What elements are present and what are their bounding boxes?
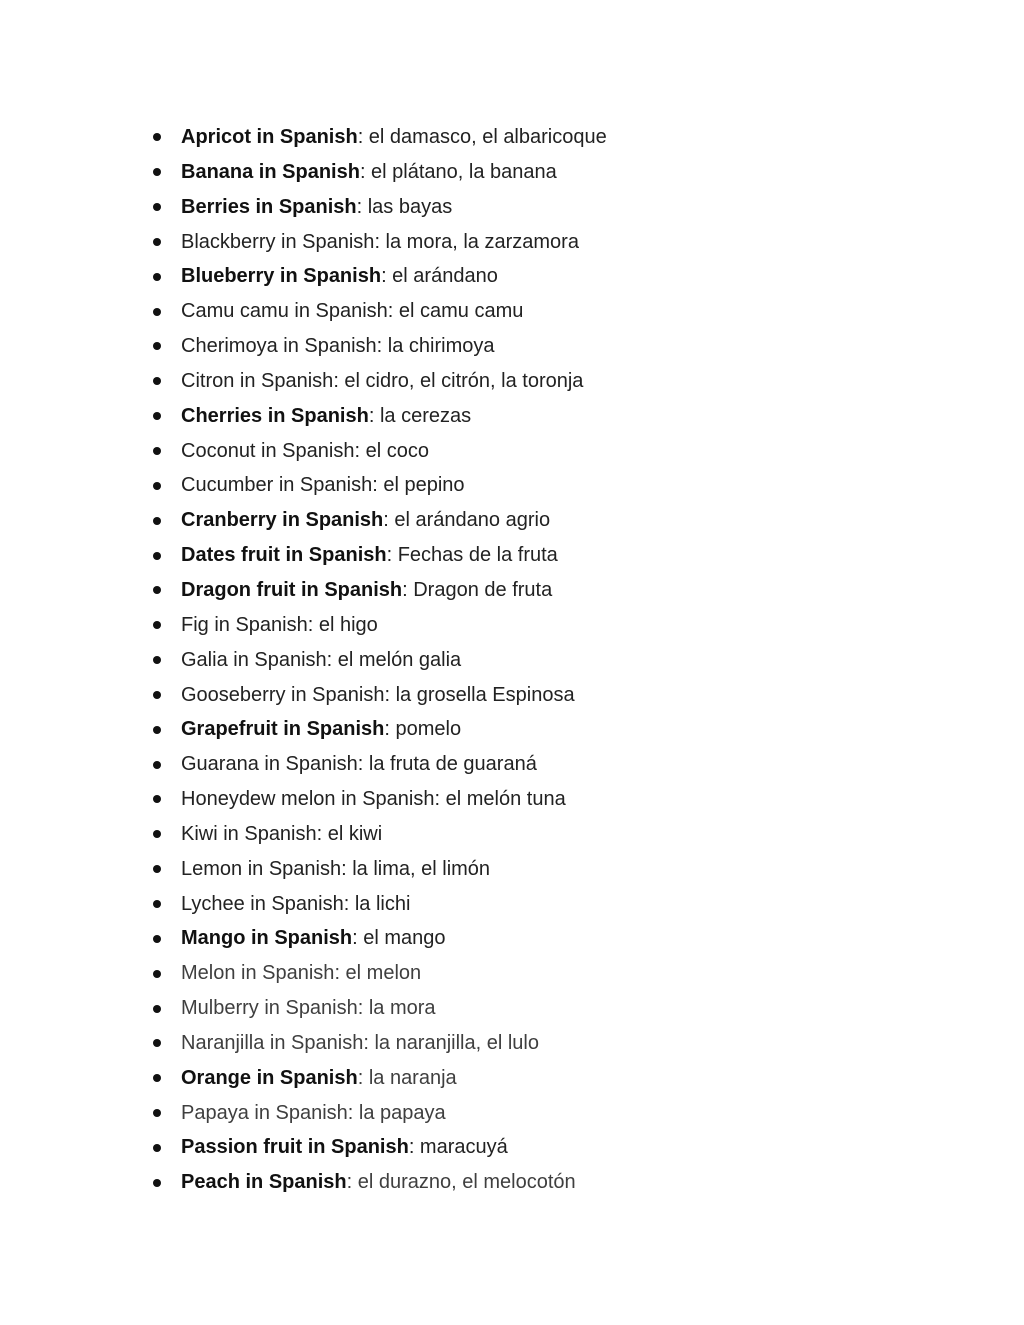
list-item	[150, 678, 910, 713]
spanish-translation: : la lichi	[343, 892, 411, 915]
spanish-translation: : el cidro, el citrón, la toronja	[333, 369, 584, 392]
bullet-icon	[153, 447, 161, 455]
fruit-term: Gooseberry in Spanish	[181, 683, 385, 706]
bullet-icon	[153, 133, 161, 141]
fruit-term: Peach in Spanish	[181, 1171, 347, 1194]
list-item	[150, 991, 910, 1026]
spanish-translation: : el plátano, la banana	[359, 160, 557, 183]
fruit-term: Passion fruit in Spanish	[181, 1136, 409, 1159]
bullet-icon	[153, 865, 161, 873]
spanish-translation: : la grosella Espinosa	[384, 683, 575, 706]
bullet-icon	[153, 726, 161, 734]
list-item	[150, 538, 910, 573]
spanish-translation: : el coco	[354, 439, 429, 462]
fruit-term: Mango in Spanish	[181, 927, 353, 950]
list-item	[150, 120, 910, 155]
fruit-term: Coconut in Spanish	[181, 439, 355, 462]
bullet-icon	[153, 168, 161, 176]
list-item	[150, 364, 910, 399]
fruit-term: Citron in Spanish	[181, 369, 334, 392]
list-item	[150, 468, 910, 503]
bullet-icon	[153, 1005, 161, 1013]
list-item	[150, 712, 910, 747]
bullet-icon	[153, 656, 161, 664]
spanish-translation: : la lima, el limón	[341, 857, 491, 880]
list-item	[150, 399, 910, 434]
bullet-icon	[153, 970, 161, 978]
bullet-icon	[153, 1144, 161, 1152]
bullet-icon	[153, 412, 161, 420]
bullet-icon	[153, 552, 161, 560]
list-item	[150, 225, 910, 260]
list-item	[150, 1165, 910, 1200]
spanish-translation: : las bayas	[356, 195, 453, 218]
spanish-translation: : Fechas de la fruta	[386, 544, 558, 567]
fruit-term: Cherimoya in Spanish	[181, 335, 377, 358]
list-item	[150, 782, 910, 817]
fruit-term: Lychee in Spanish	[181, 892, 344, 915]
spanish-translation: : el melón galia	[326, 648, 462, 671]
spanish-translation: : el melon	[334, 962, 422, 985]
fruit-term: Berries in Spanish	[181, 195, 357, 218]
spanish-translation: : el arándano	[381, 265, 498, 288]
bullet-icon	[153, 1109, 161, 1117]
fruit-translation-list	[150, 120, 910, 1200]
fruit-term: Apricot in Spanish	[181, 126, 358, 148]
spanish-translation: : maracuyá	[408, 1136, 508, 1159]
bullet-icon	[153, 482, 161, 490]
bullet-icon	[153, 1039, 161, 1047]
fruit-term: Fig in Spanish	[181, 613, 308, 636]
bullet-icon	[153, 761, 161, 769]
bullet-icon	[153, 517, 161, 525]
spanish-translation: : el camu camu	[387, 300, 524, 323]
fruit-term: Cranberry in Spanish	[181, 509, 384, 532]
bullet-icon	[153, 1179, 161, 1187]
fruit-term: Honeydew melon in Spanish	[181, 788, 435, 811]
fruit-term: Orange in Spanish	[181, 1066, 358, 1089]
list-item	[150, 956, 910, 991]
fruit-term: Kiwi in Spanish	[181, 822, 317, 845]
fruit-term: Banana in Spanish	[181, 160, 360, 183]
spanish-translation: : la papaya	[347, 1101, 446, 1124]
fruit-term: Naranjilla in Spanish	[181, 1031, 364, 1054]
spanish-translation: : la chirimoya	[376, 335, 495, 358]
fruit-term: Cucumber in Spanish	[181, 474, 373, 497]
bullet-icon	[153, 238, 161, 246]
spanish-translation: : el mango	[352, 927, 446, 950]
bullet-icon	[153, 900, 161, 908]
fruit-term: Melon in Spanish	[181, 962, 335, 985]
spanish-translation: : la cerezas	[368, 404, 472, 427]
list-item	[150, 608, 910, 643]
bullet-icon	[153, 621, 161, 629]
bullet-icon	[153, 935, 161, 943]
list-item	[150, 887, 910, 922]
bullet-icon	[153, 377, 161, 385]
list-item	[150, 1026, 910, 1061]
spanish-translation: : el higo	[307, 613, 378, 636]
list-item	[150, 747, 910, 782]
fruit-term: Blueberry in Spanish	[181, 265, 382, 288]
spanish-translation: : el melón tuna	[434, 788, 566, 811]
spanish-translation: : el arándano agrio	[383, 509, 551, 532]
spanish-translation: : el durazno, el melocotón	[346, 1171, 576, 1194]
fruit-term: Grapefruit in Spanish	[181, 718, 385, 741]
fruit-term: Dates fruit in Spanish	[181, 544, 387, 567]
bullet-icon	[153, 830, 161, 838]
fruit-term: Mulberry in Spanish	[181, 997, 358, 1020]
bullet-icon	[153, 273, 161, 281]
list-item	[150, 852, 910, 887]
list-item	[150, 434, 910, 469]
list-item	[150, 643, 910, 678]
spanish-translation: : el damasco, el albaricoque	[357, 126, 607, 148]
fruit-term: Lemon in Spanish	[181, 857, 342, 880]
bullet-icon	[153, 691, 161, 699]
list-item	[150, 294, 910, 329]
fruit-term: Guarana in Spanish	[181, 753, 358, 776]
fruit-term: Camu camu in Spanish	[181, 300, 388, 323]
bullet-icon	[153, 342, 161, 350]
list-item	[150, 190, 910, 225]
list-item	[150, 817, 910, 852]
fruit-term: Papaya in Spanish	[181, 1101, 348, 1124]
list-item	[150, 921, 910, 956]
list-item	[150, 155, 910, 190]
bullet-icon	[153, 586, 161, 594]
spanish-translation: : la mora, la zarzamora	[374, 230, 579, 253]
spanish-translation: : el kiwi	[316, 822, 383, 845]
spanish-translation: : el pepino	[372, 474, 465, 497]
spanish-translation: : Dragon de fruta	[402, 578, 553, 601]
list-item	[150, 573, 910, 608]
list-item	[150, 503, 910, 538]
spanish-translation: : la naranjilla, el lulo	[363, 1031, 539, 1054]
spanish-translation: : la mora	[357, 997, 436, 1020]
list-item	[150, 329, 910, 364]
spanish-translation: : la fruta de guaraná	[357, 753, 537, 776]
spanish-translation: : pomelo	[384, 718, 462, 741]
fruit-term: Cherries in Spanish	[181, 404, 369, 427]
fruit-term: Galia in Spanish	[181, 648, 327, 671]
bullet-icon	[153, 203, 161, 211]
list-item	[150, 1061, 910, 1096]
bullet-icon	[153, 1074, 161, 1082]
bullet-icon	[153, 308, 161, 316]
list-item	[150, 259, 910, 294]
fruit-term: Dragon fruit in Spanish	[181, 578, 403, 601]
bullet-icon	[153, 795, 161, 803]
spanish-translation: : la naranja	[357, 1066, 457, 1089]
list-item	[150, 1130, 910, 1165]
fruit-term: Blackberry in Spanish	[181, 230, 375, 253]
list-item	[150, 1096, 910, 1131]
